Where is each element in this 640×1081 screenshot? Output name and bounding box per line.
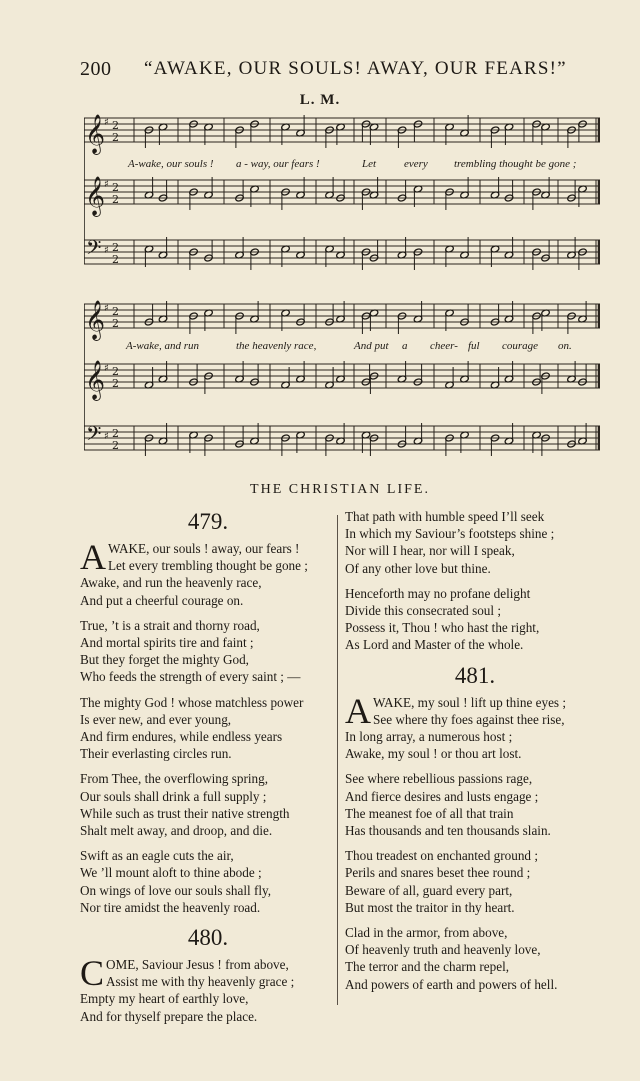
sharp-icon: ♯ xyxy=(104,179,109,190)
verse-line: In which my Saviour’s footsteps shine ; xyxy=(345,526,555,542)
hymn-number: 479. xyxy=(187,509,229,534)
hymn-number: 481. xyxy=(454,662,496,688)
time-sig-bottom: 2 xyxy=(112,439,119,452)
treble-clef-icon: 𝄞 xyxy=(85,114,106,154)
music-system-1 xyxy=(84,114,600,274)
verse-line: And mortal spirits tire and faint ; xyxy=(80,635,254,651)
sharp-icon: ♯ xyxy=(104,117,109,128)
lyric-fragment: the heavenly race, xyxy=(236,340,317,352)
verse-line: Henceforth may no profane delight xyxy=(345,585,531,601)
page-header xyxy=(80,58,600,84)
sharp-icon: ♯ xyxy=(104,245,109,256)
stanza xyxy=(80,770,336,839)
verse-line: True, ’t is a strait and thorny road, xyxy=(80,617,260,633)
verse-line: And fierce desires and lusts engage ; xyxy=(345,788,539,804)
verse-line: Thou treadest on enchanted ground ; xyxy=(345,848,538,864)
verse-line: Swift as an eagle cuts the air, xyxy=(80,848,234,864)
stanza xyxy=(345,690,605,763)
section-heading: THE CHRISTIAN LIFE. xyxy=(250,482,430,497)
time-sig-top: 2 xyxy=(112,365,119,378)
verse-line: The meanest foe of all that train xyxy=(345,805,514,821)
sharp-icon: ♯ xyxy=(104,363,109,374)
verse-line: Nor will I hear, nor will I speak, xyxy=(345,543,515,559)
verse-line: Is ever new, and ever young, xyxy=(80,711,232,727)
lyric-fragment: a xyxy=(402,340,408,352)
time-sig-bottom: 2 xyxy=(112,253,119,266)
music-staves-1 xyxy=(84,114,600,274)
lyric-fragment: And put xyxy=(354,340,389,352)
verse-line: Possess it, Thou ! who hast the right, xyxy=(345,620,540,636)
lyric-fragment: on. xyxy=(558,340,572,352)
stanza xyxy=(345,508,605,577)
verse-line: WAKE, my soul ! lift up thine eyes ; xyxy=(373,694,567,710)
stanza xyxy=(80,617,336,686)
stanza xyxy=(345,585,605,654)
lyric-fragment: courage xyxy=(502,340,539,352)
verse-line: Divide this consecrated soul ; xyxy=(345,603,502,619)
lyric-fragment: every xyxy=(404,158,428,170)
time-sig-top: 2 xyxy=(112,305,119,318)
time-sig-bottom: 2 xyxy=(112,193,119,206)
verse-line: Nor tire amidst the heavenly road. xyxy=(80,899,261,915)
bass-clef-icon: 𝄢 xyxy=(86,236,102,264)
hymn-number: 480. xyxy=(187,925,229,951)
left-column xyxy=(80,508,336,1033)
treble-clef-icon: 𝄞 xyxy=(85,360,106,400)
verse-line: And powers of earth and powers of hell. xyxy=(345,976,558,992)
lyric-fragment: Let xyxy=(362,158,377,170)
drop-cap: A xyxy=(80,537,106,577)
sharp-icon: ♯ xyxy=(104,431,109,442)
right-column xyxy=(345,508,605,1001)
page-number: 200 xyxy=(80,58,112,80)
verse-line: Perils and snares beset thee round ; xyxy=(345,865,531,881)
verse-line: Clad in the armor, from above, xyxy=(345,925,508,941)
stanza xyxy=(80,847,336,916)
time-sig-top: 2 xyxy=(112,119,119,132)
time-sig-top: 2 xyxy=(112,181,119,194)
stanza xyxy=(80,953,336,1025)
time-sig-top: 2 xyxy=(112,241,119,254)
page-title: “AWAKE, OUR SOULS! AWAY, OUR FEARS!” xyxy=(144,58,567,79)
verse-line: Shalt melt away, and droop, and die. xyxy=(80,823,273,839)
verse-line: Their everlasting circles run. xyxy=(80,746,232,762)
drop-cap: C xyxy=(80,953,105,994)
lyric-fragment: ful xyxy=(468,340,480,352)
verse-line: While such as trust their native strength xyxy=(80,805,290,821)
verse-line: Of any other love but thine. xyxy=(345,560,491,576)
bass-clef-icon: 𝄢 xyxy=(86,422,102,450)
verse-line: As Lord and Master of the whole. xyxy=(345,637,524,653)
verse-line: Our souls shall drink a full supply ; xyxy=(80,788,267,804)
verse-line: Awake, my soul ! or thou art lost. xyxy=(345,746,522,762)
verse-line: Empty my heart of earthly love, xyxy=(80,991,249,1007)
verse-line: The mighty God ! whose matchless power xyxy=(80,694,304,710)
verse-line: The terror and the charm repel, xyxy=(345,959,510,975)
verse-line: See where rebellious passions rage, xyxy=(345,771,533,787)
time-sig-bottom: 2 xyxy=(112,131,119,144)
verse-line: Of heavenly truth and heavenly love, xyxy=(345,942,541,958)
treble-clef-icon: 𝄞 xyxy=(85,300,106,340)
stanza xyxy=(80,694,336,763)
verse-line: See where thy foes against thee rise, xyxy=(373,711,565,727)
lyric-fragment: cheer- xyxy=(430,340,458,352)
verse-line: And for thyself prepare the place. xyxy=(80,1008,258,1024)
stanza xyxy=(345,770,605,839)
verse-line: Assist me with thy heavenly grace ; xyxy=(106,974,295,990)
verse-line: Has thousands and ten thousands slain. xyxy=(345,823,551,839)
verse-line: In long array, a numerous host ; xyxy=(345,729,513,745)
verse-line: We ’ll mount aloft to thine abode ; xyxy=(80,865,262,881)
verse-line: But most the traitor in thy heart. xyxy=(345,899,515,915)
time-sig-bottom: 2 xyxy=(112,317,119,330)
column-divider xyxy=(337,515,338,1005)
verse-line: WAKE, our souls ! away, our fears ! xyxy=(108,541,300,556)
sharp-icon: ♯ xyxy=(104,303,109,314)
lyric-fragment: a - way, our fears ! xyxy=(236,158,320,170)
lyric-fragment: A-wake, and run xyxy=(126,340,200,352)
music-staves-2 xyxy=(84,298,600,460)
verse-line: From Thee, the overflowing spring, xyxy=(80,771,269,787)
stanza xyxy=(345,847,605,916)
stanza xyxy=(345,924,605,993)
verse-line: OME, Saviour Jesus ! from above, xyxy=(106,957,289,973)
verse-line: But they forget the mighty God, xyxy=(80,652,249,668)
time-sig-top: 2 xyxy=(112,427,119,440)
verse-line: On wings of love our souls shall fly, xyxy=(80,882,272,898)
stanza xyxy=(80,537,336,609)
music-system-2 xyxy=(84,298,600,460)
lyric-fragment: trembling thought be gone ; xyxy=(454,158,577,170)
lyric-fragment: A-wake, our souls ! xyxy=(128,158,214,170)
verse-line: And put a cheerful courage on. xyxy=(80,592,244,608)
treble-clef-icon: 𝄞 xyxy=(85,176,106,216)
verse-line: Awake, and run the heavenly race, xyxy=(80,575,262,591)
verse-line: Let every trembling thought be gone ; xyxy=(108,558,308,574)
verse-line: That path with humble speed I’ll seek xyxy=(345,509,545,524)
time-sig-bottom: 2 xyxy=(112,377,119,390)
verse-line: Beware of all, guard every part, xyxy=(345,882,513,898)
verse-line: And firm endures, while endless years xyxy=(80,729,283,745)
drop-cap: A xyxy=(345,690,371,731)
meter-label: L. M. xyxy=(299,92,341,108)
verse-line: Who feeds the strength of every saint ; — xyxy=(80,669,301,685)
